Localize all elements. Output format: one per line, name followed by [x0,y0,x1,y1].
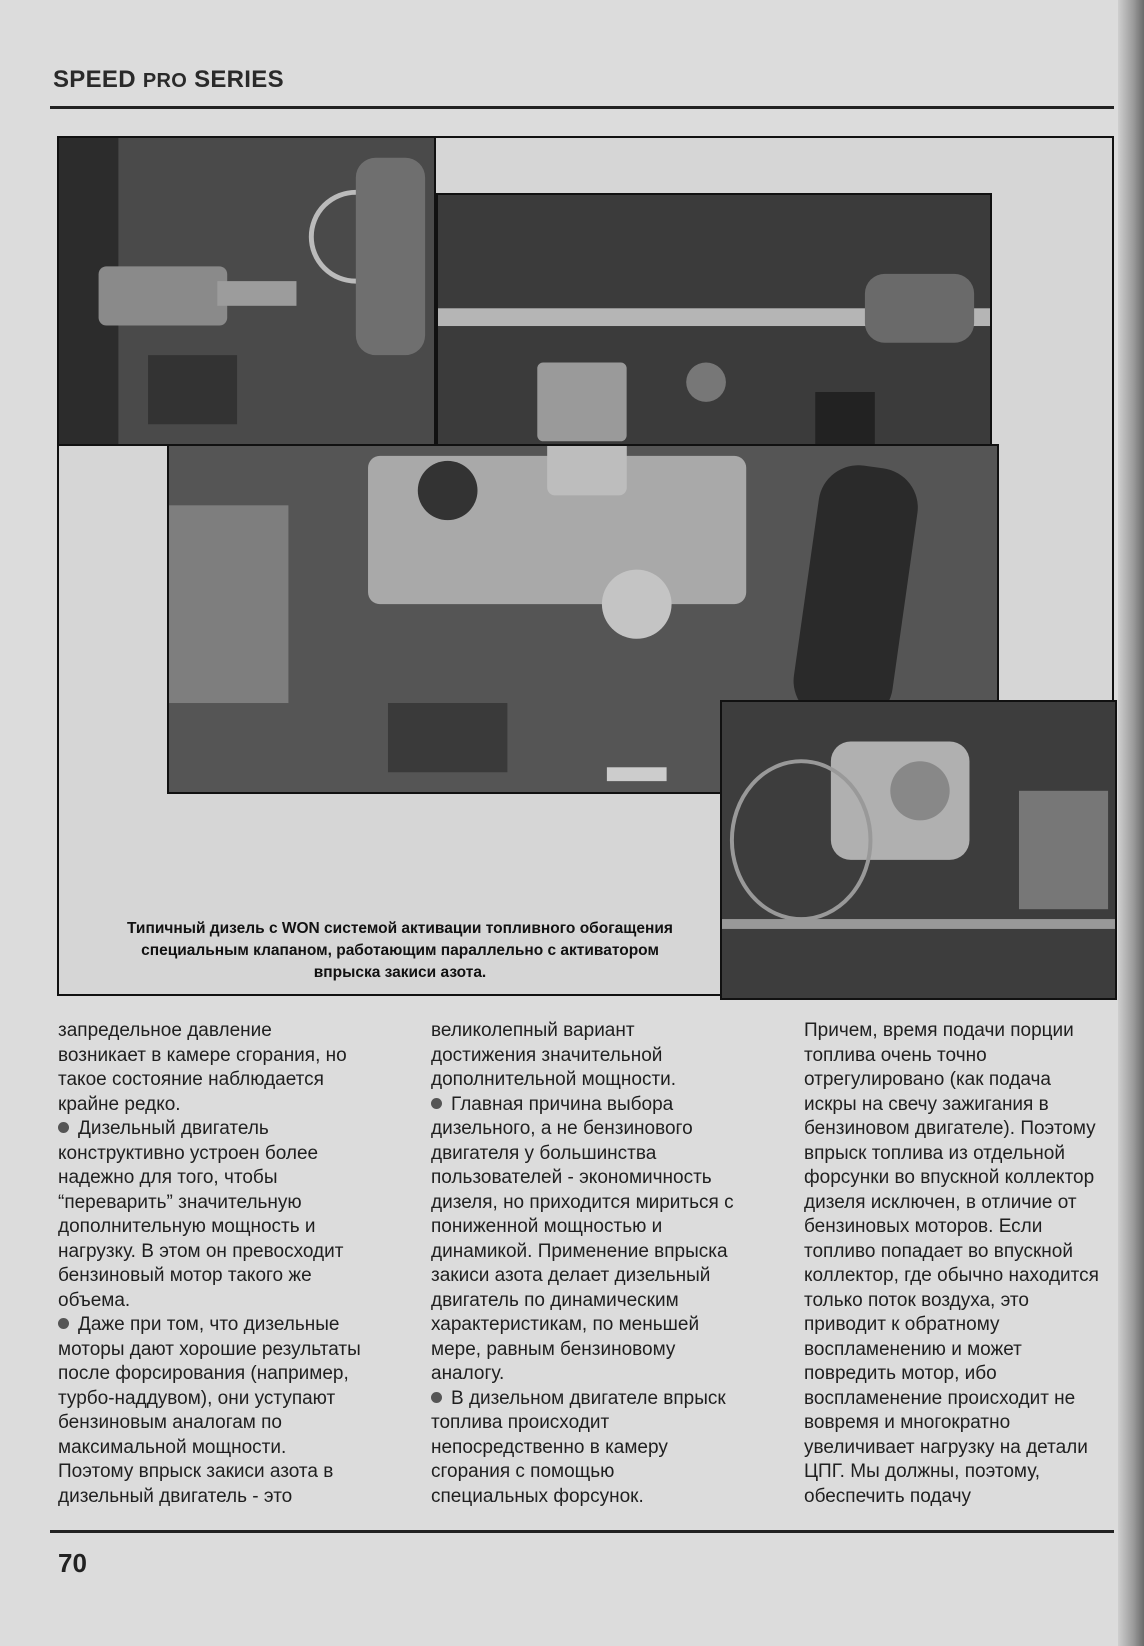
text-line [431,1093,786,1118]
text-line: турбо-наддувом), они уступают [58,1387,336,1409]
brand-speed: SPEED [53,66,136,93]
text-line: вовремя и многократно [804,1412,1011,1433]
text-line: топливо попадает во впускной [804,1240,1073,1262]
text-line: максимальной мощности. [58,1436,287,1458]
photo-fuel-valve [57,136,436,446]
text-line: дизельного, а не бензинового [431,1118,693,1139]
text-line: коллектор, где обычно находится [804,1265,1099,1286]
text-line: дополнительную мощность и [58,1216,316,1237]
header-rule [50,106,1114,109]
brand-pro: PRO [142,70,188,92]
text-line: конструктивно устроен более [58,1142,319,1164]
text-column-3 [804,1019,1114,1509]
text-line: приводит к обратному [804,1314,1000,1335]
text-line: бензиновый мотор такого же [58,1265,312,1286]
photo-injection-pump [720,700,1117,1000]
text-line: воспламенение происходит не [804,1387,1076,1409]
bullet-icon [431,1098,442,1109]
text-column-1 [58,1019,398,1509]
text-line: после форсирования (например, [58,1363,349,1384]
text-line: впрыск топлива из отдельной [804,1142,1065,1164]
text-line-content: В дизельном двигателе впрыск [451,1387,726,1409]
caption-line: Типичный дизель с WON системой активации топливного обогащения [127,920,673,937]
text-line: нагрузку. В этом он превосходит [58,1240,344,1262]
text-line: ЦПГ. Мы должны, поэтому, [804,1461,1041,1482]
text-column-2 [431,1019,786,1509]
text-line: надежно для того, чтобы [58,1167,278,1188]
text-line: обеспечить подачу [804,1485,971,1507]
text-line: только поток воздуха, это [804,1289,1029,1311]
text-line: бензиновым аналогам по [58,1412,282,1433]
text-line: Причем, время подачи порции [804,1020,1074,1041]
text-line: топлива происходит [431,1412,610,1433]
text-line-content: Дизельный двигатель [78,1118,269,1139]
text-line [58,1313,398,1338]
text-line: непосредственно в камеру [431,1436,668,1458]
text-line: крайне редко. [58,1093,181,1115]
text-line: пользователей - экономичность [431,1167,712,1188]
text-line: объема. [58,1289,131,1311]
text-line: дизеля исключен, в отличие от [804,1191,1077,1213]
text-line: динамикой. Применение впрыска [431,1240,728,1262]
text-line: бензиновом двигателе). Поэтому [804,1118,1096,1139]
text-line: дизеля, но приходится мириться с [431,1191,734,1213]
text-line: великолепный вариант [431,1020,635,1041]
photo-collage [57,136,1114,996]
bullet-icon [58,1122,69,1133]
text-line: запредельное давление [58,1020,272,1041]
figure-caption [80,918,720,984]
text-line: двигатель по динамическим [431,1289,679,1311]
text-line: возникает в камере сгорания, но [58,1044,347,1066]
text-line [431,1387,786,1412]
text-line: двигателя у большинства [431,1142,657,1164]
text-line: сгорания с помощью [431,1461,615,1482]
photo-engine-bay-top [436,193,992,463]
text-line: специальных форсунок. [431,1485,644,1507]
text-line: “переварить” значительную [58,1191,302,1213]
text-line: закиси азота делает дизельный [431,1265,711,1286]
text-line: аналогу. [431,1363,505,1384]
text-line: такое состояние наблюдается [58,1069,324,1090]
bullet-icon [58,1318,69,1329]
text-line: повредить мотор, ибо [804,1363,997,1384]
caption-line: специальным клапаном, работающим параллельно с активатором [141,942,659,959]
text-line: дизельный двигатель - это [58,1485,293,1507]
footer-rule [50,1530,1114,1533]
text-line: отрегулировано (как подача [804,1069,1051,1090]
text-line: характеристикам, по меньшей [431,1314,700,1335]
brand-series: SERIES [194,66,284,93]
text-line-content: Главная причина выбора [451,1093,674,1115]
caption-line: впрыска закиси азота. [313,964,487,981]
bullet-icon [431,1392,442,1403]
text-line: бензиновых моторов. Если [804,1216,1043,1237]
series-header [53,66,284,94]
text-line: мере, равным бензиновому [431,1338,676,1360]
text-line: дополнительной мощности. [431,1069,677,1090]
text-line: пониженной мощностью и [431,1216,663,1237]
text-line [58,1117,398,1142]
text-line: моторы дают хорошие результаты [58,1338,361,1360]
text-line: топлива очень точно [804,1044,987,1066]
text-line: достижения значительной [431,1044,663,1066]
text-line: увеличивает нагрузку на детали [804,1436,1088,1458]
text-line: форсунки во впускной коллектор [804,1167,1095,1188]
page-number: 70 [58,1548,87,1578]
page-edge-shadow [1118,0,1144,1646]
text-line: воспламенению и может [804,1338,1022,1360]
text-line-content: Даже при том, что дизельные [78,1314,340,1335]
text-line: искры на свечу зажигания в [804,1093,1049,1115]
text-line: Поэтому впрыск закиси азота в [58,1461,334,1482]
